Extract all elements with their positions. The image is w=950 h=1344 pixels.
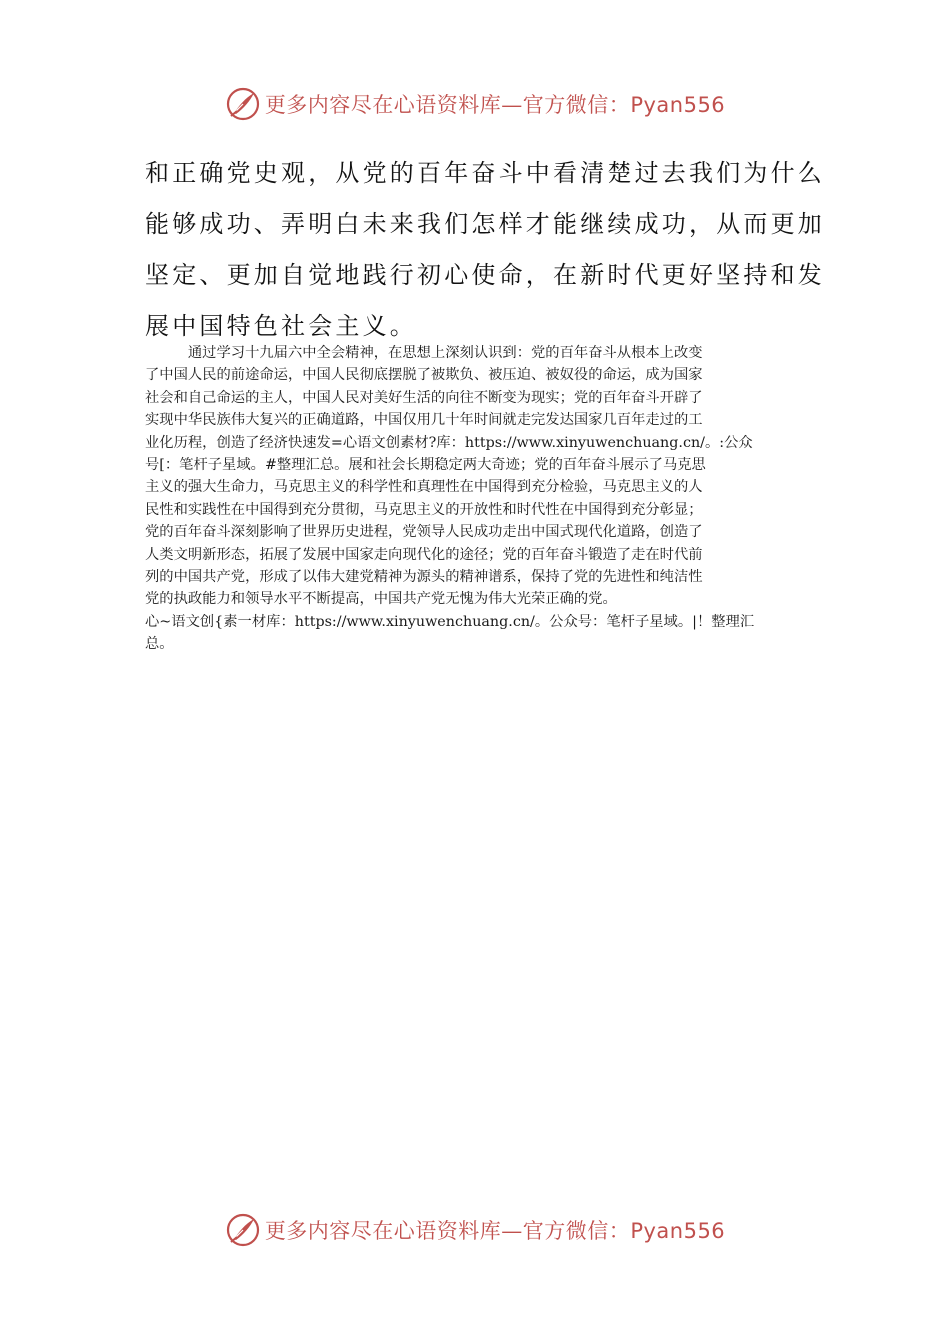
body-line: 业化历程，创造了经济快速发=心语文创素材?库：https://www.xinyuwenchuang.cn/。:公众 — [145, 434, 753, 451]
body-paragraph — [145, 342, 815, 656]
body-line: 主义的强大生命力，马克思主义的科学性和真理性在中国得到充分检验，马克思主义的人 — [145, 479, 703, 496]
quill-pen-logo-icon — [225, 1212, 261, 1248]
banner-text: 更多内容尽在心语资料库—官方微信：Pyan556 — [264, 1219, 726, 1243]
body-line: 民性和实践性在中国得到充分贯彻，马克思主义的开放性和时代性在中国得到充分彰显； — [145, 501, 703, 518]
large-paragraph-line: 坚定、更加自觉地践行初心使命，在新时代更好坚持和发 — [145, 261, 825, 289]
large-paragraph-line: 和正确党史观，从党的百年奋斗中看清楚过去我们为什么 — [145, 159, 825, 187]
body-line: 总。 — [145, 636, 174, 653]
header-watermark-banner — [0, 84, 950, 124]
footer-watermark-banner — [0, 1210, 950, 1250]
large-paragraph-line: 展中国特色社会主义。 — [145, 312, 417, 340]
banner-text: 更多内容尽在心语资料库—官方微信：Pyan556 — [264, 93, 726, 117]
banner-handle: Pyan556 — [630, 1219, 726, 1243]
body-line: 党的执政能力和领导水平不断提高，中国共产党无愧为伟大光荣正确的党。 — [145, 591, 617, 608]
body-line: 心~语文创{素一材库：https://www.xinyuwenchuang.cn/。公众号：笔杆子星域。|！整理汇 — [145, 613, 755, 630]
body-line: 党的百年奋斗深刻影响了世界历史进程，党领导人民成功走出中国式现代化道路，创造了 — [145, 524, 703, 541]
body-line: 实现中华民族伟大复兴的正确道路，中国仅用几十年时间就走完发达国家几百年走过的工 — [145, 412, 703, 429]
large-paragraph — [145, 148, 825, 352]
body-line: 了中国人民的前途命运，中国人民彻底摆脱了被欺负、被压迫、被奴役的命运，成为国家 — [145, 367, 703, 384]
quill-pen-logo-icon — [225, 86, 261, 122]
body-line: 人类文明新形态，拓展了发展中国家走向现代化的途径；党的百年奋斗锻造了走在时代前 — [145, 546, 703, 563]
body-line: 号[：笔杆子星域。#整理汇总。展和社会长期稳定两大奇迹；党的百年奋斗展示了马克思 — [145, 457, 706, 474]
body-line: 通过学习十九届六中全会精神，在思想上深刻认识到：党的百年奋斗从根本上改变 — [145, 345, 703, 361]
large-paragraph-line: 能够成功、弄明白未来我们怎样才能继续成功，从而更加 — [145, 210, 825, 238]
banner-handle: Pyan556 — [630, 93, 726, 117]
body-line: 社会和自己命运的主人，中国人民对美好生活的向往不断变为现实；党的百年奋斗开辟了 — [145, 389, 703, 406]
body-line: 列的中国共产党，形成了以伟大建党精神为源头的精神谱系，保持了党的先进性和纯洁性 — [145, 569, 703, 586]
